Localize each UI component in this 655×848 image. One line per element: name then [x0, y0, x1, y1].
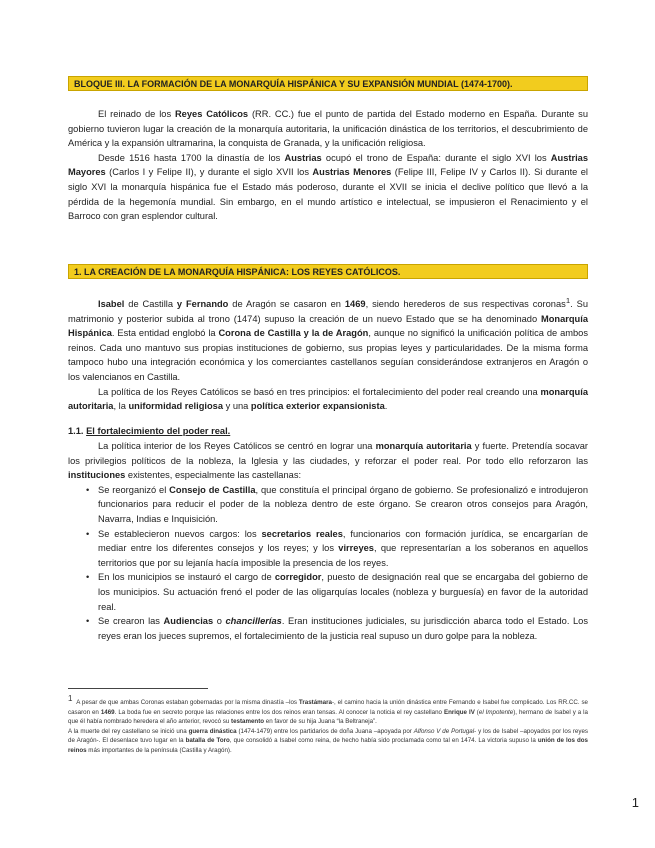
text-run: Corona de Castilla y la de Aragón — [218, 328, 369, 339]
intro-text — [68, 107, 588, 224]
text-run: ocupó el trono de España: durante el siglo XVI los — [321, 152, 551, 163]
list-item-text — [98, 616, 588, 641]
text-run: , que consolidó a Isabel como reina, de hecho había sido proclamada como tal en 1474. La victoria supuso la — [229, 737, 538, 745]
text-run: guerra dinástica — [188, 727, 237, 735]
text-run: . — [384, 401, 388, 412]
list-item — [68, 570, 588, 614]
text-run: (1474-1479) entre los partidarios de doña Juana –apoyada por — [236, 727, 414, 735]
institutions-list — [68, 483, 588, 644]
text-run: Se reorganizó el — [98, 484, 170, 495]
text-run: política exterior expansionista — [250, 401, 385, 412]
text-run: A pesar de que ambas Coronas estaban gobernadas por la misma dinastía –los — [76, 699, 299, 707]
text-run: corregidor — [274, 572, 322, 583]
intro-paragraph-2 — [68, 151, 588, 224]
bullet-icon: • — [86, 572, 90, 583]
section-1-text — [68, 294, 588, 414]
text-run: Reyes Católicos — [174, 109, 249, 119]
list-item-text — [98, 485, 588, 524]
text-run: La política interior de los Reyes Católicos se centró en lograr una — [98, 441, 376, 451]
list-item-text — [98, 572, 588, 611]
text-run: Se establecieron nuevos cargos: los — [98, 528, 262, 539]
text-run: secretarios reales — [261, 528, 343, 539]
page-number: 1 — [631, 795, 639, 810]
text-run: chancillerías — [225, 616, 282, 627]
text-run: . Esta entidad englobó la — [111, 328, 219, 339]
text-run: Consejo de Castilla — [169, 484, 256, 495]
text-run: - y los de Isabel –apoyados por los reyes de Aragón-. El desenlace tuvo lugar en la — [68, 727, 588, 745]
bullet-icon: • — [86, 528, 90, 539]
text-run: 1469 — [100, 708, 115, 716]
bullet-icon: • — [86, 616, 90, 627]
subsection-title: El fortalecimiento del poder real. — [86, 426, 231, 436]
text-run: Desde 1516 hasta 1700 la dinastía de los — [98, 152, 285, 163]
footnote-mark: 1 — [68, 694, 73, 703]
bloque-title-banner: BLOQUE III. LA FORMACIÓN DE LA MONARQUÍA HISPÁNICA Y SU EXPANSIÓN MUNDIAL (1474-1700). — [68, 76, 588, 91]
text-run: En los municipios se instauró el cargo de — [98, 572, 275, 583]
text-run: 1 — [565, 296, 571, 305]
text-run: o — [213, 616, 226, 627]
footnote-separator — [68, 688, 208, 689]
text-run: y fuerte. Pretendía socavar los privilegios políticos de la nobleza, la Iglesia y las ciudades, y reforzar el poder real. Por todo ello reforzaron las — [68, 441, 588, 466]
footnote-paragraph-2 — [68, 727, 588, 756]
text-run: , puesto de designación real que se encargaba del gobierno de los municipios. Su actuación frenó el poder de las oligarquías locales (nobleza y burguesía) en favor de la autoridad real. — [98, 572, 588, 612]
text-run: , la — [113, 401, 129, 412]
text-run: Se crearon las — [98, 616, 164, 627]
text-run: A la muerte del rey castellano se inició una — [68, 727, 189, 735]
text-run: Monarquía Hispánica — [68, 313, 588, 339]
text-run: , que constituía el principal órgano de gobierno. Se profesionalizó e introdujeron funcionarios para reducir el poder de la nobleza dentro de este órgano. Se crearon otros consejos para Aragón, Navarra, Indias e Inquisición. — [98, 484, 588, 524]
text-run: y Fernando — [176, 299, 229, 310]
text-run: (RR. CC.) fue el punto de partida del Estado moderno en España. Durante su gobierno tuvieron lugar la creación de la monarquía autoritaria, la unificación dinástica de los territorios, el descubrimiento de América y la expansión ultramarina, la conquista de Granada, y la unificación religiosa. — [68, 109, 588, 149]
section-1-title-banner: 1. LA CREACIÓN DE LA MONARQUÍA HISPÁNICA: LOS REYES CATÓLICOS. — [68, 264, 588, 279]
text-run: y una — [223, 401, 251, 412]
footnote-text-1 — [68, 699, 588, 725]
text-run: existentes, especialmente las castellanas: — [125, 470, 302, 481]
subsection-text — [68, 439, 588, 643]
text-run: 1469 — [344, 299, 366, 310]
text-run: . La boda fue en secreto porque las relaciones entre los dos reinos eran tensas. Al conocer la noticia el rey castellano — [114, 708, 444, 716]
text-run: , aunque no significó la unificación política de ambos reinos. Cada uno mantuvo sus propias instituciones de gobierno, sus propias leyes y particularidades. De la misma forma tampoco hubo una integración económica y los comerciantes castellanos seguían considerándose extranjeros en Aragón o los valencianos en Castilla. — [68, 328, 588, 383]
text-run: . Su matrimonio y posterior subida al trono (1474) supuso la creación de un nuevo Estado que se ha denominado — [68, 299, 588, 324]
text-run: testamento — [231, 718, 265, 726]
text-run: de Aragón se casaron en — [228, 299, 345, 310]
text-run: ( — [474, 708, 479, 716]
text-run: Austrias Mayores — [68, 152, 588, 178]
text-run: unión de los dos reinos — [68, 737, 588, 755]
list-item-text — [98, 529, 588, 568]
text-run: Austrias — [284, 152, 322, 163]
footnote — [68, 694, 588, 756]
text-run: en favor de su hija Juana “la Beltraneja”. — [264, 718, 377, 726]
text-run: uniformidad religiosa — [128, 401, 223, 412]
text-run: ), hermano de Isabel y a la que él había nombrado heredera el año anterior, revocó su — [68, 708, 588, 726]
text-run: monarquía autoritaria — [68, 386, 588, 412]
text-run: batalla de Toro — [185, 737, 230, 745]
subsection-paragraph-1 — [68, 439, 588, 483]
text-run: , siendo herederos de sus respectivas coronas — [365, 299, 566, 310]
section-1-paragraph-2 — [68, 385, 588, 414]
intro-paragraph-1 — [68, 107, 588, 151]
text-run: de Castilla — [124, 299, 177, 310]
text-run: El reinado de los — [98, 109, 175, 119]
text-run: , funcionarios con formación jurídica, se encargarían de mediar entre los diferentes consejos y los reyes; y los — [98, 528, 589, 554]
text-run: el Impotente — [478, 708, 514, 716]
subsection-number: 1.1. — [68, 426, 84, 436]
text-run: . Eran instituciones judiciales, su jurisdicción abarca todo el Estado. Los reyes eran los jueces supremos, el fortalecimiento de la justicia real supuso un duro golpe para la nobleza. — [98, 616, 588, 641]
text-run: Audiencias — [163, 616, 214, 627]
bullet-icon: • — [86, 484, 90, 495]
text-run: Austrias Menores — [312, 167, 392, 178]
section-1-paragraph-1 — [68, 294, 588, 385]
text-run: Isabel — [98, 299, 125, 310]
text-run: instituciones — [68, 470, 126, 481]
text-run: más importantes de la península (Castilla y Aragón). — [86, 747, 232, 755]
text-run: virreyes — [338, 543, 374, 554]
list-item — [68, 483, 588, 527]
text-run: , que representarían a los soberanos en aquellos territorios que por su lejanía hacía imposible la presencia de los reyes. — [98, 543, 588, 568]
text-run: Trastámara — [298, 699, 332, 707]
text-run: -, el camino hacia la unión dinástica entre Fernando e Isabel fue complicado. Los RR.CC. se casaron en — [68, 699, 588, 716]
footnote-paragraph-1 — [68, 694, 588, 727]
text-run: Enrique IV — [443, 708, 475, 716]
text-run: monarquía autoritaria — [375, 441, 472, 451]
list-item — [68, 614, 588, 643]
text-run: (Carlos I y Felipe II), y durante el siglo XVII los — [105, 167, 313, 178]
text-run: (Felipe III, Felipe IV y Carlos II). Si durante el siglo XVI la monarquía hispánica fue el Estado más poderoso, durante el XVII se inicia el declive político que llevó a la pérdida de la hegemonía mundial. Sin embargo, en el mundo artístico e intelectual, se impusieron el Renacimiento y el Barroco con gran esplendor cultural. — [68, 167, 589, 222]
subsection-heading — [68, 424, 588, 439]
list-item — [68, 527, 588, 571]
text-run: La política de los Reyes Católicos se basó en tres principios: el fortalecimiento del poder real creando una — [98, 386, 541, 397]
text-run: Alfonso V de Portugal — [413, 727, 475, 735]
